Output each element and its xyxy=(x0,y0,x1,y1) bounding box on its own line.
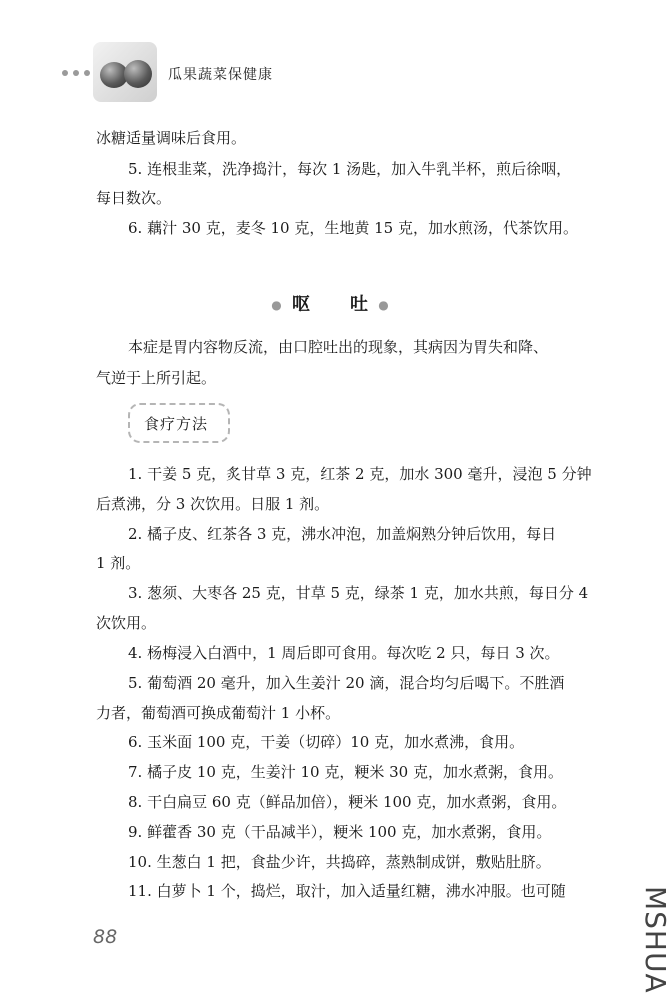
text-line: 6. 藕汁 30 克，麦冬 10 克，生地黄 15 克，加水煎汤，代茶饮用。 xyxy=(128,219,578,237)
recipe-line: 10. 生葱白 1 把，食盐少许，共捣碎，蒸熟制成饼，敷贴肚脐。 xyxy=(128,853,551,871)
section-heading xyxy=(0,290,662,316)
fruit-icon xyxy=(124,60,152,88)
text-line: 5. 连根韭菜，洗净捣汁，每次 1 汤匙，加入牛乳半杯，煎后徐咽， xyxy=(128,160,572,178)
heading-char: 吐 xyxy=(350,294,370,315)
recipe-line: 1. 干姜 5 克，炙甘草 3 克，红茶 2 克，加水 300 毫升，浸泡 5 分钟 xyxy=(128,465,592,483)
recipe-line: 2. 橘子皮、红茶各 3 克，沸水冲泡，加盖焖熟分钟后饮用，每日 xyxy=(128,525,557,543)
watermark-text: MSHUA xyxy=(639,886,672,994)
recipe-line: 力者，葡萄酒可换成葡萄汁 1 小杯。 xyxy=(96,704,341,722)
watermark xyxy=(628,880,672,1000)
recipe-line: 6. 玉米面 100 克，干姜（切碎）10 克，加水煮沸，食用。 xyxy=(128,733,525,751)
recipe-line: 7. 橘子皮 10 克，生姜汁 10 克，粳米 30 克，加水煮粥，食用。 xyxy=(128,763,563,781)
recipe-line: 1 剂。 xyxy=(96,554,141,572)
method-label: 食疗方法 xyxy=(144,415,209,433)
method-label-box xyxy=(128,403,230,443)
recipe-line: 8. 干白扁豆 60 克（鲜品加倍），粳米 100 克，加水煮粥，食用。 xyxy=(128,793,567,811)
running-header xyxy=(60,42,273,104)
text-line: 冰糖适量调味后食用。 xyxy=(96,129,247,147)
recipe-line: 5. 葡萄酒 20 毫升，加入生姜汁 20 滴，混合均匀后喝下。不胜酒 xyxy=(128,674,565,692)
text-line: 每日数次。 xyxy=(96,189,172,207)
book-title: 瓜果蔬菜保健康 xyxy=(168,67,273,83)
page-number: 88 xyxy=(93,926,118,948)
recipe-line: 11. 白萝卜 1 个，捣烂，取汁，加入适量红糖，沸水冲服。也可随 xyxy=(128,882,566,900)
recipe-line: 3. 葱须、大枣各 25 克，甘草 5 克，绿茶 1 克，加水共煎，每日分 4 xyxy=(128,584,589,602)
description-line: 本症是胃内容物反流，由口腔吐出的现象，其病因为胃失和降、 xyxy=(128,338,549,356)
recipe-line: 后煮沸，分 3 次饮用。日服 1 剂。 xyxy=(96,495,330,513)
dot-icon: ● xyxy=(271,298,284,312)
decorative-dots-icon xyxy=(62,70,90,76)
heading-char: 呕 xyxy=(292,294,312,315)
recipe-line: 次饮用。 xyxy=(96,614,157,632)
recipe-line: 4. 杨梅浸入白酒中，1 周后即可食用。每次吃 2 只，每日 3 次。 xyxy=(128,644,560,662)
dot-icon: ● xyxy=(378,298,391,312)
description-line: 气逆于上所引起。 xyxy=(96,369,217,387)
recipe-line: 9. 鲜藿香 30 克（干品减半），粳米 100 克，加水煮粥，食用。 xyxy=(128,823,552,841)
